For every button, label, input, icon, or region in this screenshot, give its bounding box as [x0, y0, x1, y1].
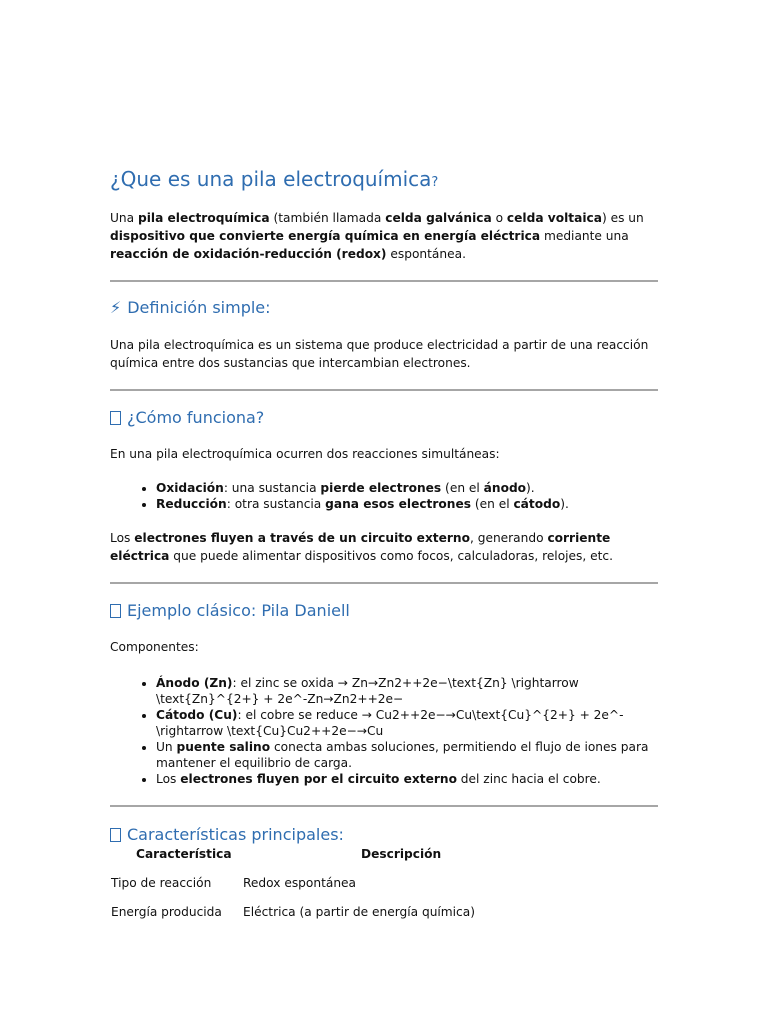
missing-glyph-icon	[110, 604, 121, 618]
list-item: • Un puente salino conecta ambas soluciones, permitiendo el flujo de iones para mantener el equilibrio de carga.	[156, 739, 658, 771]
section-heading-funciona: ¿Cómo funciona?	[110, 408, 264, 427]
missing-glyph-icon	[110, 411, 121, 425]
missing-glyph-icon	[110, 828, 121, 842]
divider	[110, 582, 658, 584]
list-item: • Cátodo (Cu): el cobre se reduce → Cu2++2e−→Cu\text{Cu}^{2+} + 2e^- \rightarrow \text{Cu}Cu2++2e−→Cu	[156, 707, 658, 739]
lightning-icon: ⚡	[110, 298, 122, 317]
list-item: • Los electrones fluyen por el circuito externo del zinc hacia el cobre.	[156, 771, 658, 787]
table-cell: Redox espontánea	[243, 876, 357, 890]
table-cell: Eléctrica (a partir de energía química)	[243, 905, 475, 919]
section-heading-definicion: ⚡ Definición simple:	[110, 298, 271, 317]
table-cell: Energía producida	[111, 905, 222, 919]
page-title: ¿Que es una pila electroquímica?	[110, 167, 439, 191]
divider	[110, 389, 658, 391]
section-heading-caracteristicas: Características principales:	[110, 825, 344, 844]
intro-paragraph: Una pila electroquímica (también llamada celda galvánica o celda voltaica) es un dispositivo que convierte energía química en energía eléctrica mediante una reacción de oxidación-reducción (redox) espontánea.	[110, 211, 644, 261]
componentes-label: Componentes:	[110, 640, 199, 654]
section-heading-ejemplo: Ejemplo clásico: Pila Daniell	[110, 601, 350, 620]
list-item: • Reducción: otra sustancia gana esos electrones (en el cátodo).	[156, 496, 658, 512]
divider	[110, 805, 658, 807]
list-item: • Ánodo (Zn): el zinc se oxida → Zn→Zn2++2e−\text{Zn} \rightarrow \text{Zn}^{2+} + 2e^-Zn→Zn2++2e−	[156, 675, 658, 707]
funciona-intro: En una pila electroquímica ocurren dos reacciones simultáneas:	[110, 447, 500, 461]
definicion-paragraph: Una pila electroquímica es un sistema que produce electricidad a partir de una reacción química entre dos sustancias que intercambian electrones.	[110, 338, 649, 370]
list-item: • Oxidación: una sustancia pierde electrones (en el ánodo).	[156, 480, 658, 496]
divider	[110, 280, 658, 282]
componentes-list	[110, 675, 658, 787]
table-header-descripcion: Descripción	[361, 847, 442, 861]
table-cell: Tipo de reacción	[111, 876, 212, 890]
funciona-list	[110, 480, 658, 512]
funciona-outro: Los electrones fluyen a través de un circuito externo, generando corriente eléctrica que puede alimentar dispositivos como focos, calculadoras, relojes, etc.	[110, 531, 613, 563]
table-header-caracteristica: Característica	[136, 847, 232, 861]
